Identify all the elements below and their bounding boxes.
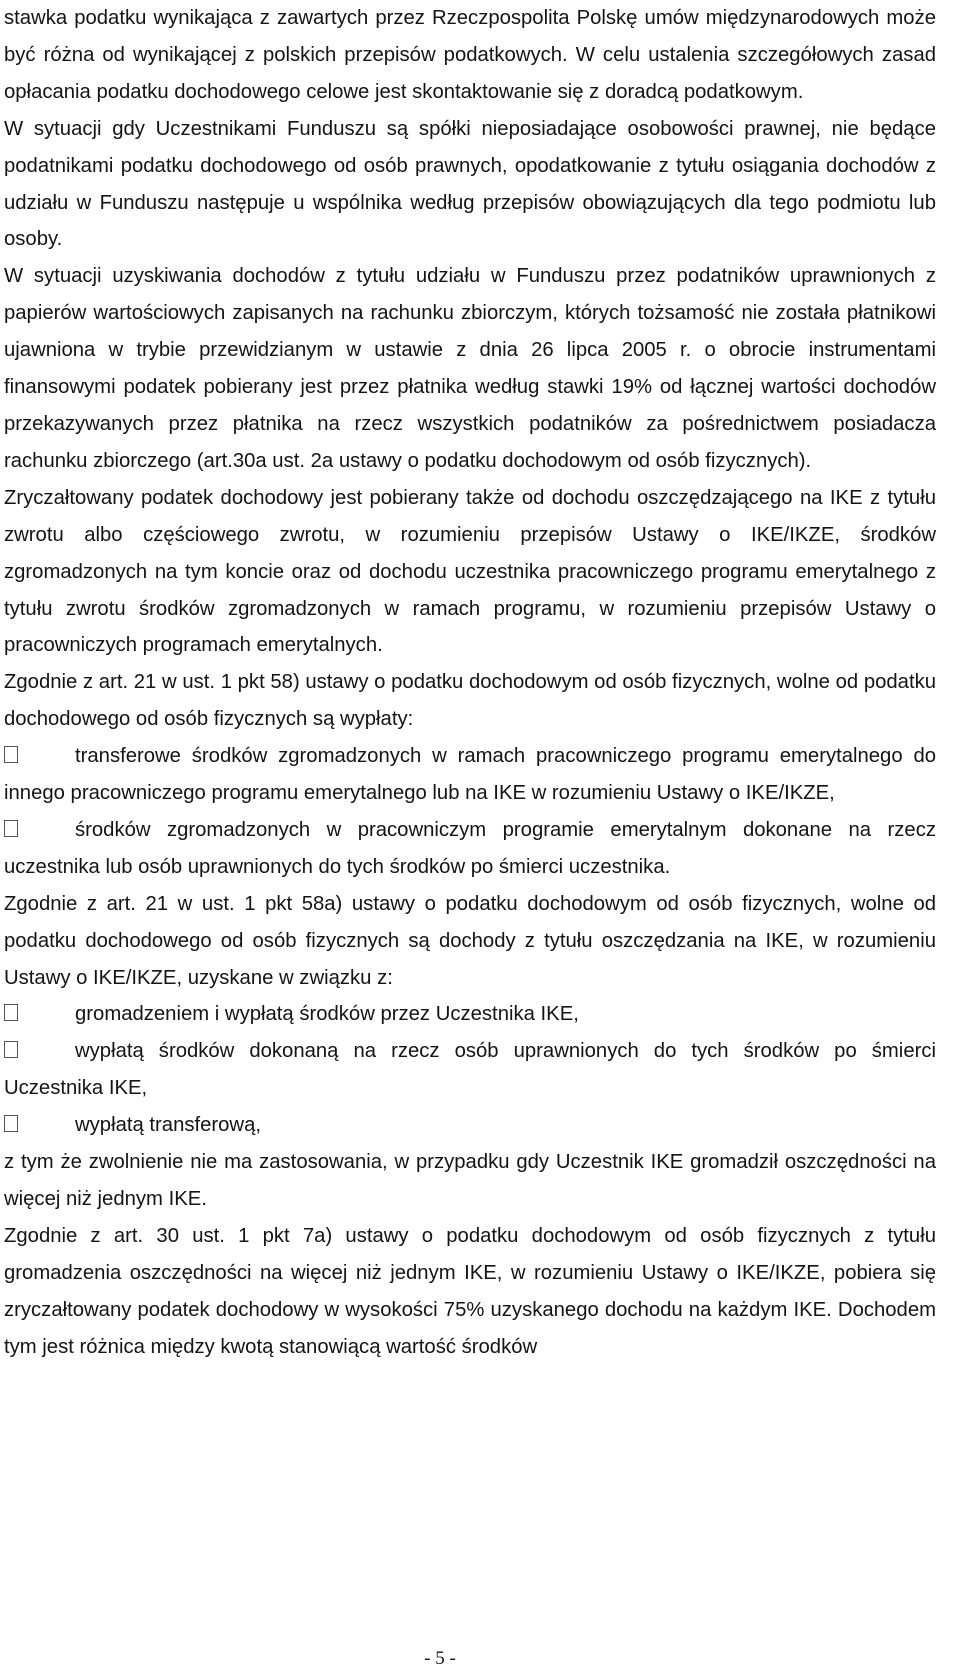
bullet-text: transferowe środków zgromadzonych w ramach pracowniczego programu emerytalnego do innego pracowniczego programu emerytalnego lub na IKE w rozumieniu Ustawy o IKE/IKZE, (4, 745, 936, 805)
bullet-box-icon (4, 1004, 18, 1021)
paragraph: Zgodnie z art. 21 w ust. 1 pkt 58a) ustawy o podatku dochodowym od osób fizycznych, wolne od podatku dochodowego od osób fizycznych są dochody z tytułu oszczędzania na IKE, w rozumieniu Ustawy o IKE/IKZE, uzyskane w związku z: (4, 892, 936, 989)
paragraph: Zgodnie z art. 30 ust. 1 pkt 7a) ustawy o podatku dochodowym od osób fizycznych z tytułu gromadzenia oszczędności na więcej niż jednym IKE, w rozumieniu Ustawy o IKE/IKZE, pobiera się zryczałtowany podatek dochodowy w wysokości 75% uzyskanego dochodu na każdym IKE. Dochodem tym jest różnica między kwotą stanowiącą wartość środków (4, 1224, 936, 1358)
bullet-text: wypłatą transferową, (75, 1114, 261, 1137)
page-number: - 5 - (424, 1648, 456, 1669)
paragraph: stawka podatku wynikająca z zawartych przez Rzeczpospolita Polskę umów międzynarodowych może być różna od wynikającej z polskich przepisów podatkowych. W celu ustalenia szczegółowych zasad opłacania podatku dochodowego celowe jest skontaktowanie się z doradcą podatkowym. (4, 7, 936, 103)
paragraph: Zgodnie z art. 21 w ust. 1 pkt 58) ustawy o podatku dochodowym od osób fizycznych, wolne od podatku dochodowego od osób fizycznych są wypłaty: (4, 671, 936, 731)
bullet-box-icon (4, 1115, 18, 1132)
bullet-item (4, 1033, 936, 1107)
paragraph: z tym że zwolnienie nie ma zastosowania, w przypadku gdy Uczestnik IKE gromadził oszczędności na więcej niż jednym IKE. (4, 1151, 936, 1210)
bullet-text: gromadzeniem i wypłatą środków przez Uczestnika IKE, (75, 1003, 579, 1026)
paragraph: W sytuacji gdy Uczestnikami Funduszu są spółki nieposiadające osobowości prawnej, nie będące podatnikami podatku dochodowego od osób prawnych, opodatkowanie z tytułu osiągania dochodów z udziału w Funduszu następuje u wspólnika według przepisów obowiązujących dla tego podmiotu lub osoby. (4, 117, 936, 251)
bullet-item (4, 738, 936, 812)
bullet-box-icon (4, 746, 18, 763)
document-page (4, 0, 936, 1366)
bullet-item (4, 996, 936, 1033)
bullet-item (4, 812, 936, 886)
bullet-box-icon (4, 820, 18, 837)
bullet-text: wypłatą środków dokonaną na rzecz osób uprawnionych do tych środków po śmierci Uczestnika IKE, (4, 1040, 936, 1100)
paragraph: W sytuacji uzyskiwania dochodów z tytułu udziału w Funduszu przez podatników uprawnionych z papierów wartościowych zapisanych na rachunku zbiorczym, których tożsamość nie została płatnikowi ujawniona w trybie przewidzianym w ustawie z dnia 26 lipca 2005 r. o obrocie instrumentami finansowymi podatek pobierany jest przez płatnika według stawki 19% od łącznej wartości dochodów przekazywanych przez płatnika na rzecz wszystkich podatników za pośrednictwem posiadacza rachunku zbiorczego (art.30a ust. 2a ustawy o podatku dochodowym od osób fizycznych). (4, 265, 936, 472)
bullet-item (4, 1107, 936, 1144)
paragraph: Zryczałtowany podatek dochodowy jest pobierany także od dochodu oszczędzającego na IKE z tytułu zwrotu albo częściowego zwrotu, w rozumieniu przepisów Ustawy o IKE/IKZE, środków zgromadzonych na tym koncie oraz od dochodu uczestnika pracowniczego programu emerytalnego z tytułu zwrotu środków zgromadzonych w ramach programu, w rozumieniu przepisów Ustawy o pracowniczych programach emerytalnych. (4, 486, 936, 657)
bullet-text: środków zgromadzonych w pracowniczym programie emerytalnym dokonane na rzecz uczestnika lub osób uprawnionych do tych środków po śmierci uczestnika. (4, 818, 936, 878)
bullet-box-icon (4, 1041, 18, 1058)
